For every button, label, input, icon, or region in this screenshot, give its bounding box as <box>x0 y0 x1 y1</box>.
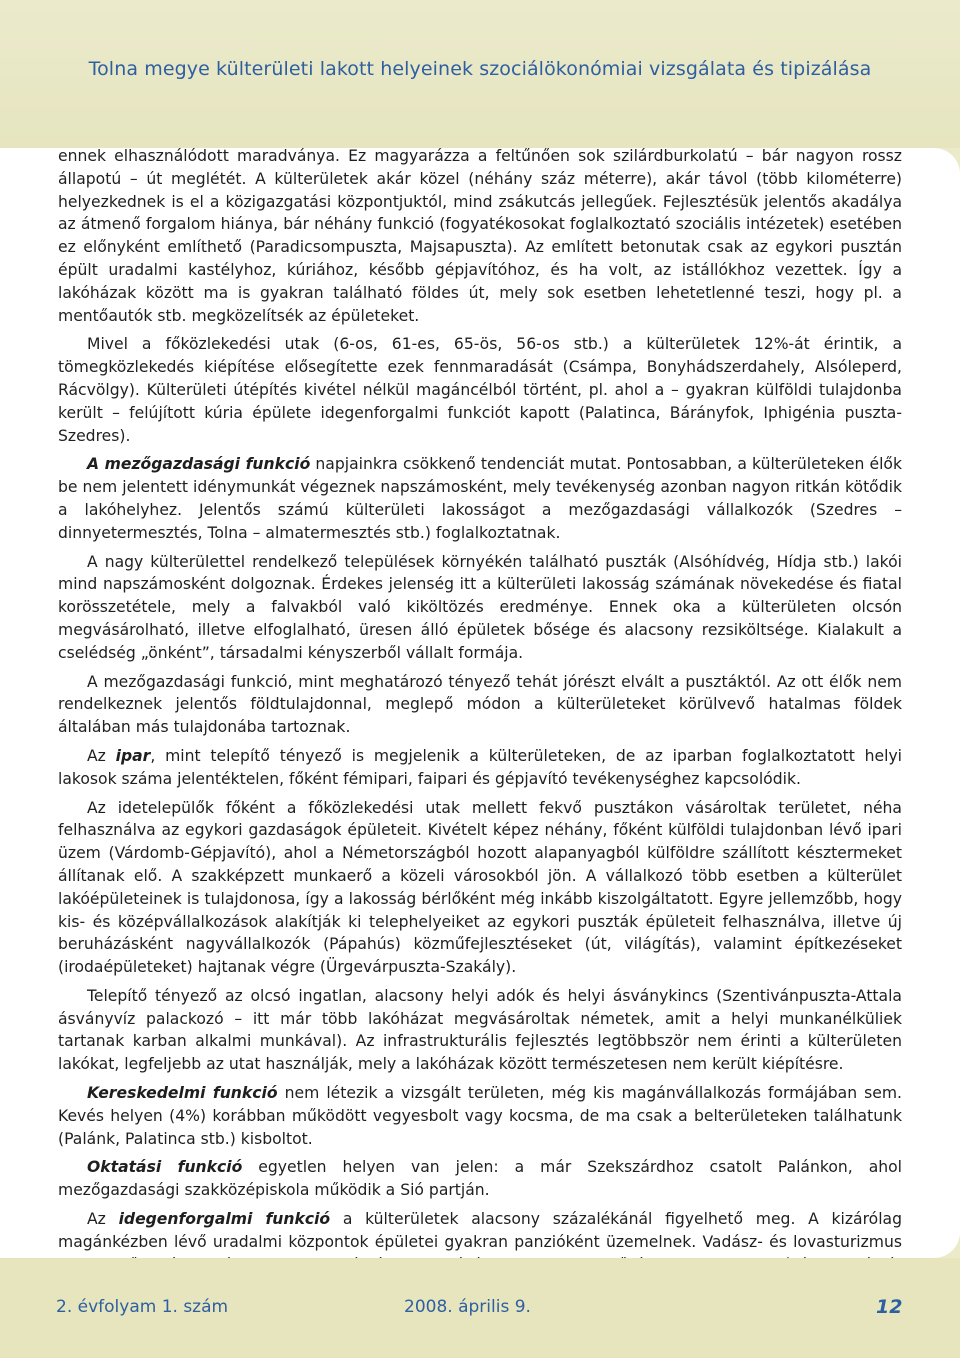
emphasis-term: ipar <box>115 746 151 765</box>
journal-title: Tolna megye külterületi lakott helyeinek szociálökonómiai vizsgálata és tipizálása <box>88 58 872 80</box>
footer-volume: 2. évfolyam 1. szám <box>56 1297 229 1317</box>
paragraph-text: egyetlen helyen van jelen: a már Szekszárdhoz csatolt Palánkon, ahol mezőgazdasági szakközépiskola működik a Sió partján. <box>58 1158 902 1200</box>
paragraph: Az idetelepülők főként a főközlekedési utak mellett fekvő pusztákon vásároltak területet, néha felhasználva az egykori gazdaságok épületeit. Kivételt képez néhány, főként külföldi tulajdonban lévő ipari üzem (Várdomb-Gépjavító), ahol a Németországból hozott alapanyagból külföldre szállított késztermeket állítanak elő. A szakképzett munkaerő a közeli városokból jön. A vállalkozó több esetben a külterület lakóépületeinek is tulajdonosa, így a lakosság bérlőként még inkább kiszolgáltatott. Egyre jellemzőbb, hogy kis- és középvállalkozások alakítják ki telephelyeiket az egykori puszták épületeit felhasználva, illetve új beruházásként nagyvállalkozók (Pápahús) közműfejlesztéseket (út, világítás), valamint építkezéseket (irodaépületeket) hajtanak végre (Ürgevárpuszta-Szakály). <box>58 798 902 977</box>
paragraph: A mezőgazdasági funkció, mint meghatározó tényező tehát jórészt elvált a pusztáktól. Az ott élők nem rendelkeznek jelentős földtulajdonnal, meglepő módon a külterületeket körülvevő hatalmas földek általában más tulajdonába tartoznak. <box>58 672 902 737</box>
paragraph-text: nem létezik a vizsgált területen, még kis magánvállalkozás formájában sem. Kevés helyen (4%) korábban működött vegyesbolt vagy kocsma, de ma csak a belterületeken találhatunk (Palánk, Palatinca stb.) kisboltot. <box>58 1084 902 1148</box>
emphasis-term: Oktatási funkció <box>87 1158 243 1177</box>
page-number: 12 <box>876 1296 903 1318</box>
paragraph <box>58 1082 902 1150</box>
paragraph-text: , mint telepítő tényező is megjelenik a külterületeken, de az iparban foglalkoztatott helyi lakosok száma jelentéktelen, főként fémipari, faipari és gépjavító tevékenységhez kapcsolódik. <box>58 746 903 788</box>
paragraph-text: napjainkra csökkenő tendenciát mutat. Pontosabban, a külterületeken élők be nem jelentett idénymunkát végeznek napszámosként, mely tevékenység azonban nagyon ritkán kötődik a lakóhelyhez. Jelentős számú külterületi lakosságot a mezőgazdasági vállalkozók (Szedres – dinnyetermesztés, Tolna – almatermesztés stb.) foglalkoztatnak. <box>58 455 902 542</box>
paragraph <box>58 453 902 544</box>
paragraph <box>58 745 902 791</box>
paragraph: Mivel a főközlekedési utak (6-os, 61-es, 65-ös, 56-os stb.) a külterületek 12%-át érintik, a tömegközlekedés kiépítése elősegítette ezek fennmaradását (Csámpa, Bonyhádszerdahely, Alsóleperd, Rácvölgy). Külterületi útépítés kivétel nélkül magáncélból történt, pl. ahol a – gyakran külföldi tulajdonba került – felújított kúria épülete idegenforgalmi funkciót kapott (Palatinca, Bárányfok, Iphigénia puszta-Szedres). <box>58 335 902 445</box>
article-body <box>58 145 902 1305</box>
footer-date: 2008. április 9. <box>404 1297 531 1317</box>
paragraph: Telepítő tényező az olcsó ingatlan, alacsony helyi adók és helyi ásványkincs (Szentivánpuszta-Attala ásványvíz palackozó – itt már több lakóházat megvásároltak németek, amit a helyi munkanélküliek tartanak karban alkalmi munkával). Az infrastrukturális fejlesztés legtöbbször nem érinti a külterületen lakókat, legfeljebb az utat használják, mely a lakóházak között természetesen nem került kiépítésre. <box>58 986 902 1074</box>
paragraph: ennek elhasználódott maradványa. Ez magyarázza a feltűnően sok szilárdburkolatú – bár nagyon rossz állapotú – út meglétét. A külterületek akár közel (néhány száz méterre), akár távol (több kilométerre) helyezkednek is el a közigazgatási központjuktól, mind zsákutcás jellegűek. Fejlesztésük jelentős akadálya az átmenő forgalom hiánya, bár néhány funkció (fogyatékosokat foglalkoztató szociális intézetek) esetében ez előnyként említhető (Paradicsompuszta, Majsapuszta). Az említett betonutak csak az egykori pusztán épült uradalmi kastélyhoz, kúriához, később gépjavítóhoz, és ha volt, az istállókhoz vezettek. Így a lakóházak között ma is gyakran található földes út, mely sok esetben lehetetlenné teszi, hogy pl. a mentőautók stb. megközelítsék az épületeket. <box>58 147 902 325</box>
paragraph-text: Az <box>87 1210 119 1229</box>
emphasis-term: Kereskedelmi funkció <box>87 1084 278 1103</box>
emphasis-term: idegenforgalmi funkció <box>118 1210 331 1229</box>
header-band <box>0 0 960 148</box>
paragraph-text: Az <box>87 746 116 765</box>
paragraph <box>58 1156 902 1202</box>
paragraph: A nagy külterülettel rendelkező települések környékén található puszták (Alsóhídvég, Hídja stb.) lakói mind napszámosként dolgoznak. Érdekes jelenség itt a külterületi lakosság számának növekedése és fiatal korösszetétele, mely a falvakból való kiköltözés eredménye. Ennek oka a külterületen olcsón megvásárolható, illetve elfoglalható, üresen álló épületek bősége és alacsony rezsiköltsége. Kialakult a cselédség „önként”, társadalmi kényszerből vállalt formája. <box>58 552 902 662</box>
emphasis-term: A mezőgazdasági funkció <box>87 455 311 474</box>
paragraph-text: a külterületek alacsony százalékánál figyelhető meg. A kizárólag magánkézben lévő uradalmi központok épületei gyakran panzióként üzemelnek. Vadász- és lovasturizmus <box>58 1210 902 1251</box>
footer <box>0 1258 960 1358</box>
